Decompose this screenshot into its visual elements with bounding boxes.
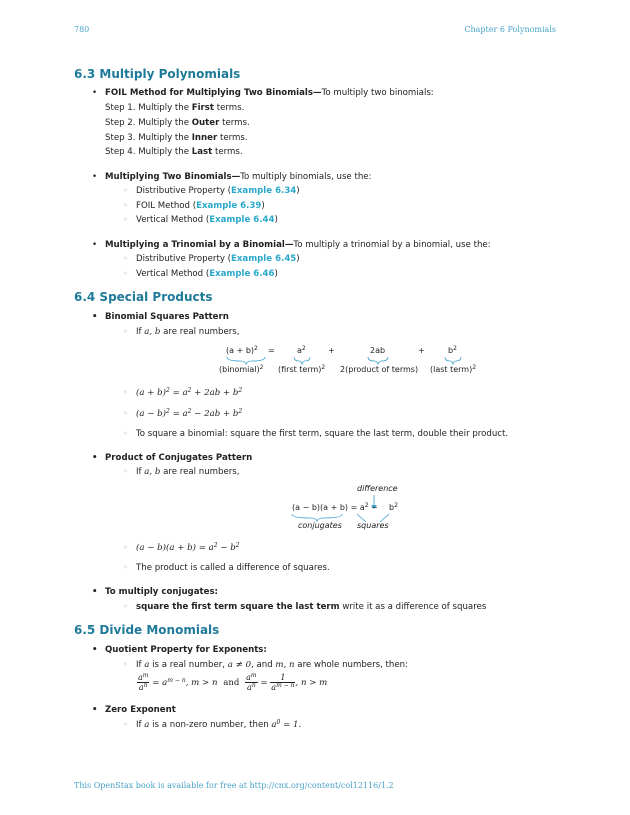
fig1-label-last: (last term)$^2$ bbox=[430, 364, 477, 374]
fig1-middle-term: 2ab bbox=[370, 346, 386, 355]
if-real-numbers-2: ◦ If a, b are real numbers, bbox=[136, 466, 240, 478]
if-real-numbers-1: ◦ If a, b are real numbers, bbox=[136, 326, 240, 338]
section-title-6-5: 6.5 Divide Monomials bbox=[74, 623, 220, 637]
foil-bullet: • FOIL Method for Multiplying Two Binomials—To multiply two binomials: bbox=[105, 87, 434, 99]
fraction-am-an-2: $\frac{a^m}{a^n}$ bbox=[246, 672, 257, 692]
page-number: 780 bbox=[74, 25, 90, 34]
multiply-conjugates-bullet: • To multiply conjugates: bbox=[105, 586, 218, 598]
list-item: ◦ Vertical Method (Example 6.44) bbox=[136, 214, 278, 226]
fig1-binomial: $(a + b)^2$ bbox=[226, 345, 258, 355]
conjugates-bullet: • Product of Conjugates Pattern bbox=[105, 452, 252, 464]
fig1-label-product: 2(product of terms) bbox=[340, 365, 419, 374]
step-4: Step 4. Multiply the Last terms. bbox=[105, 147, 243, 157]
trinomial-bullet: • Multiplying a Trinomial by a Binomial—To multiply a trinomial by a binomial, use the: bbox=[105, 239, 491, 251]
quotient-condition: ◦ If a is a real number, a ≠ 0, and m, n are whole numbers, then: bbox=[136, 659, 408, 671]
step-1: Step 1. Multiply the First terms. bbox=[105, 103, 245, 113]
square-binomial-rule: ◦ To square a binomial: square the first term, square the last term, double their product. bbox=[136, 428, 508, 440]
two-binomials-bullet: • Multiplying Two Binomials—To multiply binomials, use the: bbox=[105, 171, 371, 183]
binomial-squares-bullet: • Binomial Squares Pattern bbox=[105, 311, 229, 323]
fig2-squares-label: squares bbox=[357, 521, 389, 530]
example-link[interactable]: Example 6.39 bbox=[196, 201, 262, 211]
chapter-title: Chapter 6 Polynomials bbox=[464, 25, 556, 34]
list-item: ◦ FOIL Method (Example 6.39) bbox=[136, 200, 265, 212]
example-link[interactable]: Example 6.46 bbox=[209, 269, 275, 279]
fig2-minus: − bbox=[371, 503, 378, 512]
quotient-formula: $\frac{a^m}{a^n}$ = $a^{m - n}$, m > n and $\frac{a^m}{a^n}$ = $\frac{1}{a^{m - n}}$ , n > m bbox=[138, 672, 328, 692]
fraction-am-an: $\frac{a^m}{a^n}$ bbox=[138, 672, 149, 692]
list-item: ◦ Distributive Property (Example 6.45) bbox=[136, 253, 300, 265]
fig2-b-squared: $b^2$ bbox=[389, 502, 398, 512]
difference-of-squares-text: ◦ The product is called a difference of squares. bbox=[136, 562, 330, 574]
fig2-expression: $(a - b)(a + b) = a^2$ bbox=[292, 502, 369, 512]
quotient-property-bullet: • Quotient Property for Exponents: bbox=[105, 644, 267, 656]
zero-exponent-bullet: • Zero Exponent bbox=[105, 704, 176, 716]
fig1-plus-1: + bbox=[328, 346, 335, 355]
list-item: ◦ Distributive Property (Example 6.34) bbox=[136, 185, 300, 197]
section-title-6-4: 6.4 Special Products bbox=[74, 290, 213, 304]
multiply-conjugates-rule: ◦ square the first term square the last term write it as a difference of squares bbox=[136, 601, 486, 613]
fraction-one-over: $\frac{1}{a^{m - n}}$ bbox=[271, 673, 295, 692]
fig1-equals: = bbox=[268, 346, 275, 355]
fig2-conjugates-label: conjugates bbox=[298, 521, 342, 530]
section-title-6-3: 6.3 Multiply Polynomials bbox=[74, 67, 241, 81]
formula-square-sum: ◦ $(a + b)^2 = a^2 + 2ab + b^2$ bbox=[136, 387, 242, 399]
fig1-label-binomial: (binomial)$^2$ bbox=[219, 364, 264, 374]
formula-conjugates: ◦ $(a - b)(a + b) = a^2 - b^2$ bbox=[136, 542, 240, 554]
fig1-first-term: $a^2$ bbox=[297, 345, 306, 355]
zero-exponent-rule: ◦ If a is a non-zero number, then $a^0 = 1$. bbox=[136, 719, 301, 731]
step-3: Step 3. Multiply the Inner terms. bbox=[105, 133, 248, 143]
fig1-last-term: $b^2$ bbox=[448, 345, 457, 355]
fig2-difference-label: difference bbox=[357, 484, 398, 493]
example-link[interactable]: Example 6.34 bbox=[230, 186, 297, 196]
fig1-label-first: (first term)$^2$ bbox=[278, 364, 326, 374]
example-link[interactable]: Example 6.44 bbox=[209, 215, 275, 225]
step-2: Step 2. Multiply the Outer terms. bbox=[105, 118, 250, 128]
fig1-plus-2: + bbox=[418, 346, 425, 355]
formula-square-difference: ◦ $(a - b)^2 = a^2 - 2ab + b^2$ bbox=[136, 408, 242, 420]
example-link[interactable]: Example 6.45 bbox=[230, 254, 297, 264]
list-item: ◦ Vertical Method (Example 6.46) bbox=[136, 268, 278, 280]
footer-note: This OpenStax book is available for free at http://cnx.org/content/col12116/1.2 bbox=[74, 781, 394, 790]
